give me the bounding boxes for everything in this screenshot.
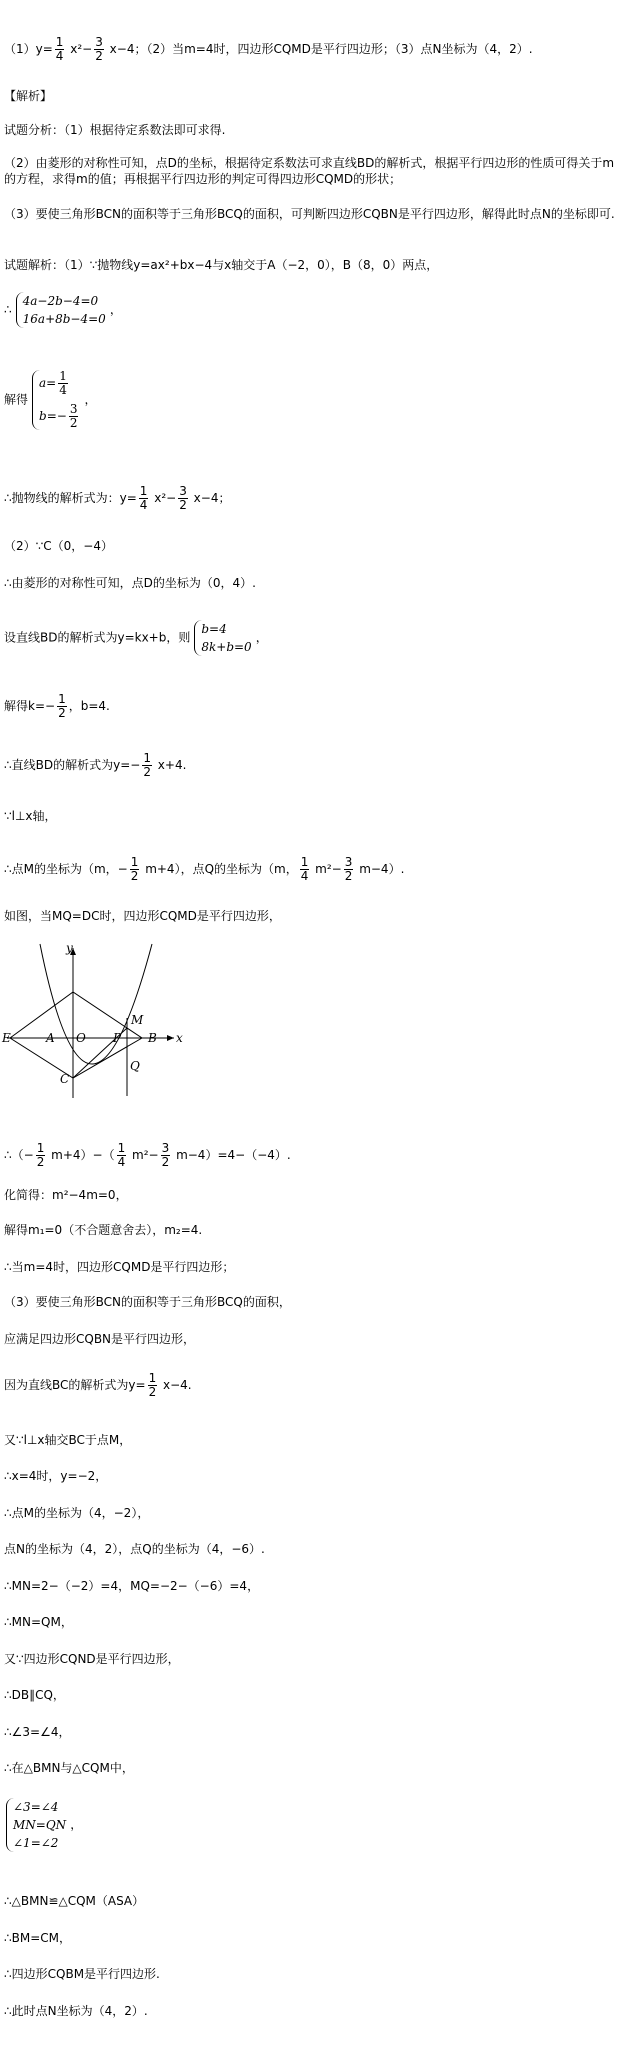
equation-system: ∠3=∠4 MN=QN ∠1=∠2 (6, 1798, 66, 1852)
fraction: $\frac{3}{2}$ (69, 402, 78, 430)
solution-line: 应满足四边形CQBN是平行四边形， (4, 1332, 196, 1346)
solution-line: 又∵l⊥x轴交BC于点M， (4, 1433, 132, 1447)
label-e: E (2, 1031, 11, 1045)
label-c: C (60, 1072, 70, 1086)
solution-line: 解得m₁=0（不合题意舍去），m₂=4. (4, 1223, 203, 1237)
solution-line: ∴四边形CQBM是平行四边形. (4, 1967, 160, 1981)
fraction: $\frac{1}{2}$ (130, 855, 139, 883)
analysis-heading: 【解析】 (4, 89, 53, 103)
label-y: y (66, 941, 73, 955)
solution-line: 解得k=− $\frac{1}{2}$ ，b=4. (4, 692, 110, 720)
solution-line: 点N的坐标为（4，2），点Q的坐标为（4，−6）. (4, 1542, 265, 1556)
solution-line: （2）∵C（0，−4） (4, 539, 113, 553)
fraction: $\frac{1}{4}$ (55, 35, 64, 63)
solution-line: ∴直线BD的解析式为y=− $\frac{1}{2}$ x+4. (4, 751, 187, 779)
solution-line: ∴MN=2−（−2）=4，MQ=−2−（−6）=4， (4, 1579, 260, 1593)
parabola-rhombus-figure (2, 938, 182, 1103)
analysis-step-1: 试题分析：（1）根据待定系数法即可求得. (4, 123, 226, 137)
solution-line: ∴BM=CM， (4, 1931, 72, 1945)
solution-line: ∴点M的坐标为（m，− $\frac{1}{2}$ m+4），点Q的坐标为（m， $\frac{1}{4}$ m²− $\frac{3}{2}$ m−4）. (4, 855, 405, 883)
equation-system-1: ∴ 4a−2b−4=0 16a+8b−4=0 ， (4, 294, 122, 326)
equation-system: 4a−2b−4=0 16a+8b−4=0 (16, 292, 106, 328)
solution-line: ∴由菱形的对称性可知，点D的坐标为（0，4）. (4, 576, 256, 590)
label-a: A (46, 1031, 55, 1045)
fraction: $\frac{1}{2}$ (58, 692, 66, 720)
fraction: $\frac{1}{4}$ (117, 1141, 126, 1169)
solution-line: ∴x=4时，y=−2， (4, 1469, 108, 1483)
solution-line: ∵l⊥x轴， (4, 809, 57, 823)
label-m: M (131, 1013, 144, 1027)
solution-line: ∴△BMN≌△CQM（ASA） (4, 1894, 145, 1908)
solution-line: ∴点M的坐标为（4，−2）， (4, 1506, 150, 1520)
x-axis-arrow (167, 1035, 174, 1041)
solution-line: ∴在△BMN与△CQM中， (4, 1761, 134, 1775)
solution-line: ∴DB∥CQ， (4, 1688, 65, 1702)
label-q: Q (130, 1059, 140, 1073)
solution-line: ∴当m=4时，四边形CQMD是平行四边形； (4, 1260, 235, 1274)
analysis-step-3: （3）要使三角形BCN的面积等于三角形BCQ的面积，可判断四边形CQBN是平行四边形，解得此时点N的坐标即可. (4, 207, 615, 221)
solution-line: 试题解析：（1）∵抛物线y=ax²+bx−4与x轴交于A（−2，0），B（8，0）两点， (4, 258, 439, 272)
fraction: $\frac{3}{2}$ (161, 1141, 170, 1169)
solution-line: ∴∠3=∠4， (4, 1725, 71, 1739)
solution-line: 因为直线BC的解析式为y= $\frac{1}{2}$ x−4. (4, 1371, 192, 1399)
equation-system-2: 设直线BD的解析式为y=kx+b，则 b=4 8k+b=0 ， (4, 622, 268, 654)
equation-system: b=4 8k+b=0 (194, 620, 251, 656)
solution-line: （3）要使三角形BCN的面积等于三角形BCQ的面积， (4, 1295, 291, 1309)
solution-line: ∴抛物线的解析式为：y= $\frac{1}{4}$ x²− $\frac{3}{2}$ x−4； (4, 484, 231, 512)
fraction: $\frac{3}{2}$ (95, 35, 103, 63)
equation-system-3: ∠3=∠4 MN=QN ∠1=∠2 ， (4, 1798, 82, 1852)
label-b: B (148, 1031, 157, 1045)
fraction: $\frac{1}{2}$ (148, 1371, 157, 1399)
analysis-step-2: （2）由菱形的对称性可知，点D的坐标，根据待定系数法可求直线BD的解析式，根据平行四边形的性质可得关于m的方程，求得m的值；再根据平行四边形的判定可得四边形CQMD的形状； (4, 156, 615, 186)
fraction: $\frac{1}{4}$ (139, 484, 148, 512)
label-p: P (113, 1031, 122, 1045)
fraction: $\frac{3}{2}$ (344, 855, 353, 883)
label-o: O (76, 1031, 86, 1045)
label-x: x (176, 1031, 183, 1045)
fraction: $\frac{1}{4}$ (59, 369, 67, 397)
answer-line: （1）y= $\frac{1}{4}$ x²− $\frac{3}{2}$ x−4；（2）当m=4时，四边形CQMD是平行四边形；（3）点N坐标为（4，2）. (4, 35, 533, 63)
solution-line: ∴此时点N坐标为（4，2）. (4, 2004, 148, 2018)
solution-line: 又∵四边形CQND是平行四边形， (4, 1652, 180, 1666)
solution-line: ∴MN=QM， (4, 1615, 73, 1629)
solution-line: ∴（− $\frac{1}{2}$ m+4）−（ $\frac{1}{4}$ m²− $\frac{3}{2}$ m−4）=4−（−4）. (4, 1141, 291, 1169)
answer-text: （1）y= (4, 42, 53, 56)
solution-a-b: 解得 a= $\frac{1}{4}$ b=− $\frac{3}{2}$ ， (4, 369, 97, 430)
fraction: $\frac{1}{2}$ (36, 1141, 45, 1169)
fraction: $\frac{1}{2}$ (143, 751, 151, 779)
solution-line: 化简得：m²−4m=0， (4, 1188, 128, 1202)
fraction: $\frac{1}{4}$ (300, 855, 309, 883)
fraction: $\frac{3}{2}$ (179, 484, 187, 512)
solution-line: 如图，当MQ=DC时，四边形CQMD是平行四边形， (4, 909, 281, 923)
equation-system: a= $\frac{1}{4}$ b=− $\frac{3}{2}$ (32, 370, 80, 430)
